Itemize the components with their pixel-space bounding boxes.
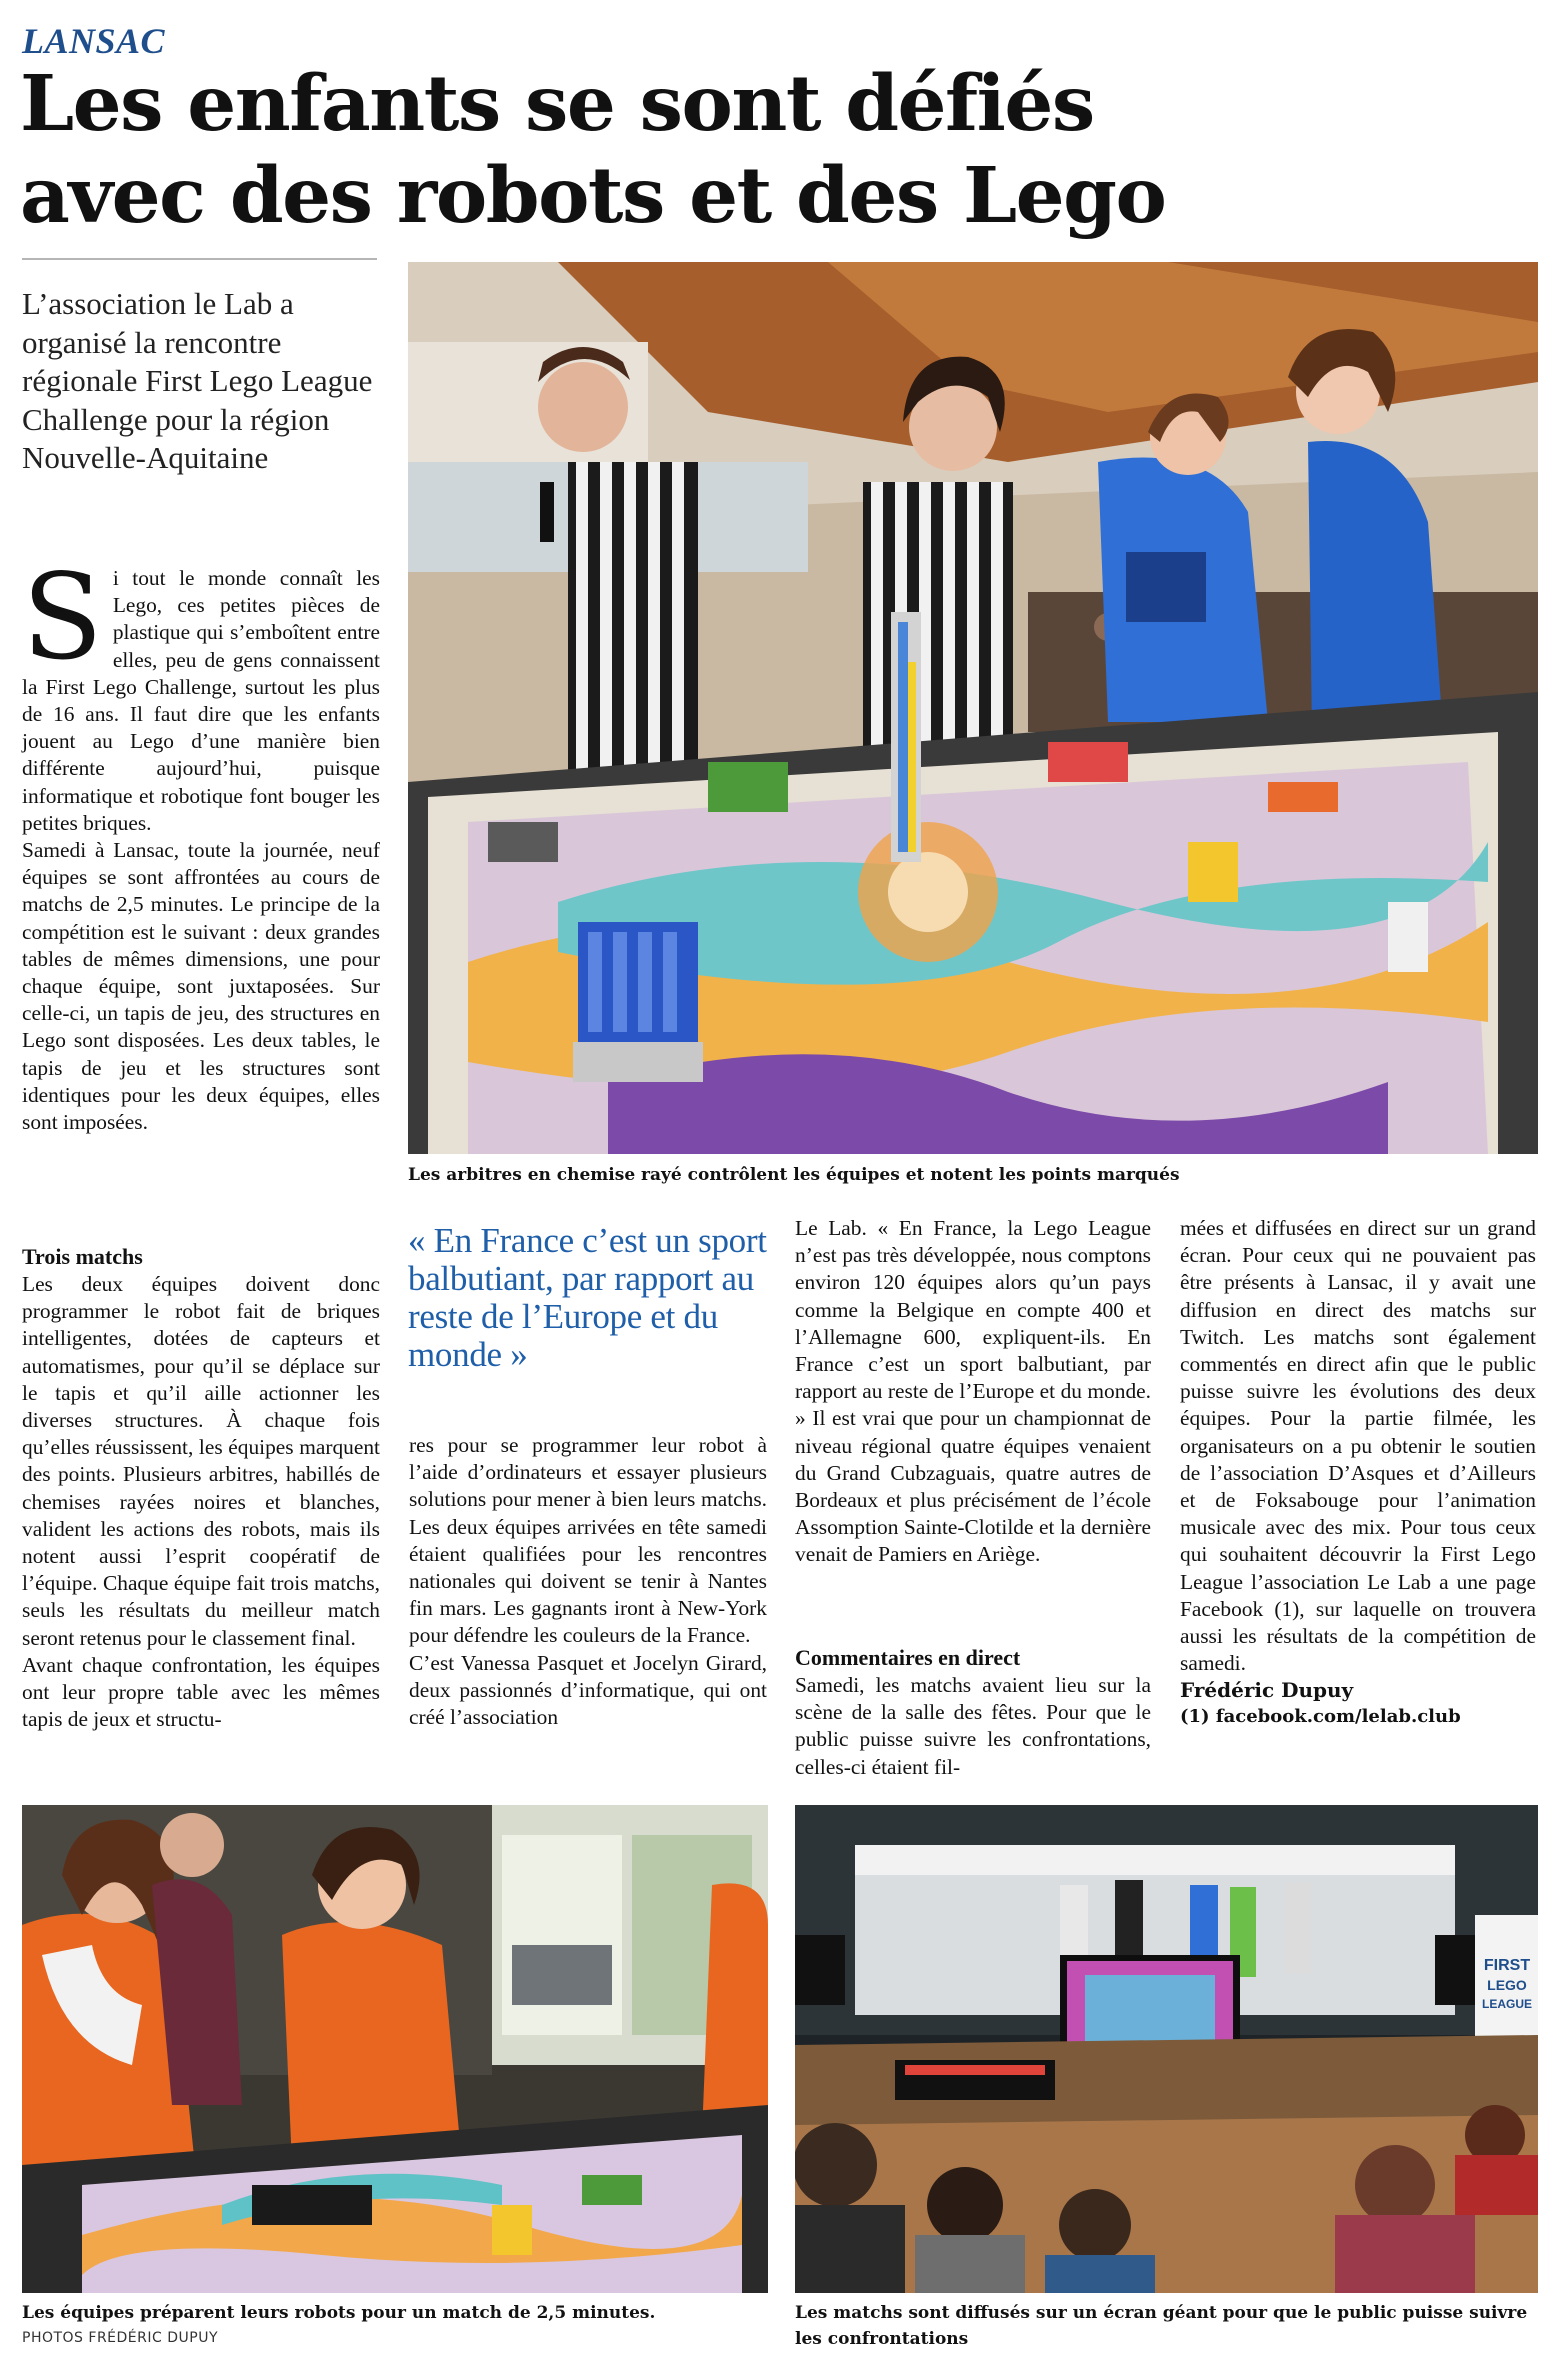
photo-teams-preparing xyxy=(22,1805,768,2293)
main-photo-referees xyxy=(408,262,1538,1154)
photo-giant-screen xyxy=(795,1805,1538,2293)
section-kicker: LANSAC xyxy=(22,21,166,61)
banner-text-league: LEAGUE xyxy=(1481,1997,1533,2011)
subhead-commentaires: Commentaires en direct xyxy=(795,1645,1021,1670)
paragraph-4-start: Avant chaque confrontation, les équipes ont leur propre table avec les mêmes tapis de jeux et structu- xyxy=(22,1652,380,1732)
paragraph-1: i tout le monde connaît les Lego, ces petites pièces de plastique qui s’emboîtent entre elles, peu de gens connaissent la First Lego Challenge, surtout les plus de 16 ans. Il faut dire que les enfants jouent au Lego d’une manière bien différente aujourd’hui, puisque informatique et robotique font bouger les petites briques. xyxy=(22,566,380,835)
article-column-3-lower xyxy=(795,1644,1151,1781)
paragraph-2: Samedi à Lansac, toute la journée, neuf équipes se sont affrontées au cours de matchs de 2,5 minutes. Le principe de la compétition est le suivant : deux grandes tables de mêmes dimensions, une pour chaque équipe, sont juxtaposées. Sur celle-ci, un tapis de jeu, des structures en Lego sont disposées. Les deux tables, le tapis de jeu et les structures sont identiques pour les deux équipes, elles sont imposées. xyxy=(22,838,380,1135)
author-signature: Frédéric Dupuy xyxy=(1180,1678,1354,1703)
paragraph-3: Les deux équipes doivent donc programmer le robot fait de briques intelligentes, dotées de capteurs et automatismes, pour qu’il se déplace sur le tapis et qu’il aille actionner les diverses structures. À chaque fois qu’elles réussissent, les équipes marquent des points. Plusieurs arbitres, habillés de chemises rayées noires et blanches, valident les actions des robots, mais ils notent aussi l’esprit coopératif de l’équipe. Chaque équipe fait trois matchs, seuls les résultats du meilleur match seront retenus pour le classement final. xyxy=(22,1272,380,1650)
bottom-right-caption-line-1: Les matchs sont diffusés sur un écran géant pour que le public puisse suivre xyxy=(795,2303,1528,2323)
bottom-right-caption xyxy=(795,2300,1538,2352)
article-column-3 xyxy=(795,1215,1151,1569)
paragraph-4-continued: res pour se programmer leur robot à l’aide d’ordinateurs et essayer plusieurs solutions pour mener à bien leurs matchs. Les deux équipes arrivées en tête samedi étaient qualifiées pour les rencontres nationales qui doivent se tenir à Nantes fin mars. Les gagnants iront à New-York pour défendre les couleurs de la France. xyxy=(409,1433,767,1648)
headline xyxy=(20,58,1520,242)
footnote: (1) facebook.com/lelab.club xyxy=(1180,1706,1461,1728)
paragraph-6-start: Samedi, les matchs avaient lieu sur la scène de la salle des fêtes. Pour que le public puisse suivre les confrontations, celles-ci étaient fil- xyxy=(795,1673,1151,1779)
headline-line-1: Les enfants se sont défiés xyxy=(20,59,1094,149)
pull-quote: « En France c’est un sport balbutiant, par rapport au reste de l’Europe et du monde » xyxy=(408,1221,767,1374)
paragraph-5-start: C’est Vanessa Pasquet et Jocelyn Girard, deux passionnés d’informatique, qui ont créé l’association xyxy=(409,1650,767,1730)
photo-credit: PHOTOS FRÉDÉRIC DUPUY xyxy=(22,2330,218,2346)
standfirst: L’association le Lab a organisé la rencontre régionale First Lego League Challenge pour la région Nouvelle-Aquitaine xyxy=(22,286,373,475)
subhead-trois-matchs: Trois matchs xyxy=(22,1244,143,1269)
article-column-4 xyxy=(1180,1215,1536,1730)
article-column-1 xyxy=(22,548,380,1136)
divider xyxy=(22,258,377,260)
article-column-1-lower xyxy=(22,1243,380,1733)
banner-text-lego: LEGO xyxy=(1487,1977,1527,1993)
article-column-2 xyxy=(409,1432,767,1731)
bottom-left-caption: Les équipes préparent leurs robots pour un match de 2,5 minutes. xyxy=(22,2303,656,2323)
drop-cap: S xyxy=(22,548,103,686)
headline-line-2: avec des robots et des Lego xyxy=(20,151,1166,241)
bottom-right-caption-line-2: les confrontations xyxy=(795,2329,969,2349)
banner-text-first: FIRST xyxy=(1483,1957,1531,1974)
paragraph-6-continued: mées et diffusées en direct sur un grand écran. Pour ceux qui ne pouvaient pas être présents à Lansac, il y avait une diffusion en direct des matchs sur Twitch. Les matchs sont également commentés en direct afin que le public puisse suivre les évolutions des deux équipes. Pour la partie filmée, les organisateurs on a pu obtenir le soutien de l’association D’Asques et d’Ailleurs et de Foksabouge pour l’animation musicale avec des mix. Pour tous ceux qui souhaitent découvrir la First Lego League l’association Le Lab a une page Facebook (1), sur laquelle on trouvera aussi les résultats de la compétition de samedi. xyxy=(1180,1216,1536,1676)
paragraph-5-continued: Le Lab. « En France, la Lego League n’est pas très développée, nous comptons environ 120 équipes alors qu’un pays comme la Belgique en compte 400 et l’Allemagne 600, expliquent-ils. En France c’est un sport balbutiant, par rapport au reste de l’Europe et du monde. » Il est vrai que pour un championnat de niveau régional quatre équipes venaient du Grand Cubzaguais, quatre autres de Bordeaux et plus précisément de l’école Assomption Sainte-Clotilde et la dernière venait de Pamiers en Ariège. xyxy=(795,1216,1151,1567)
main-photo-caption: Les arbitres en chemise rayé contrôlent les équipes et notent les points marqués xyxy=(408,1165,1180,1185)
